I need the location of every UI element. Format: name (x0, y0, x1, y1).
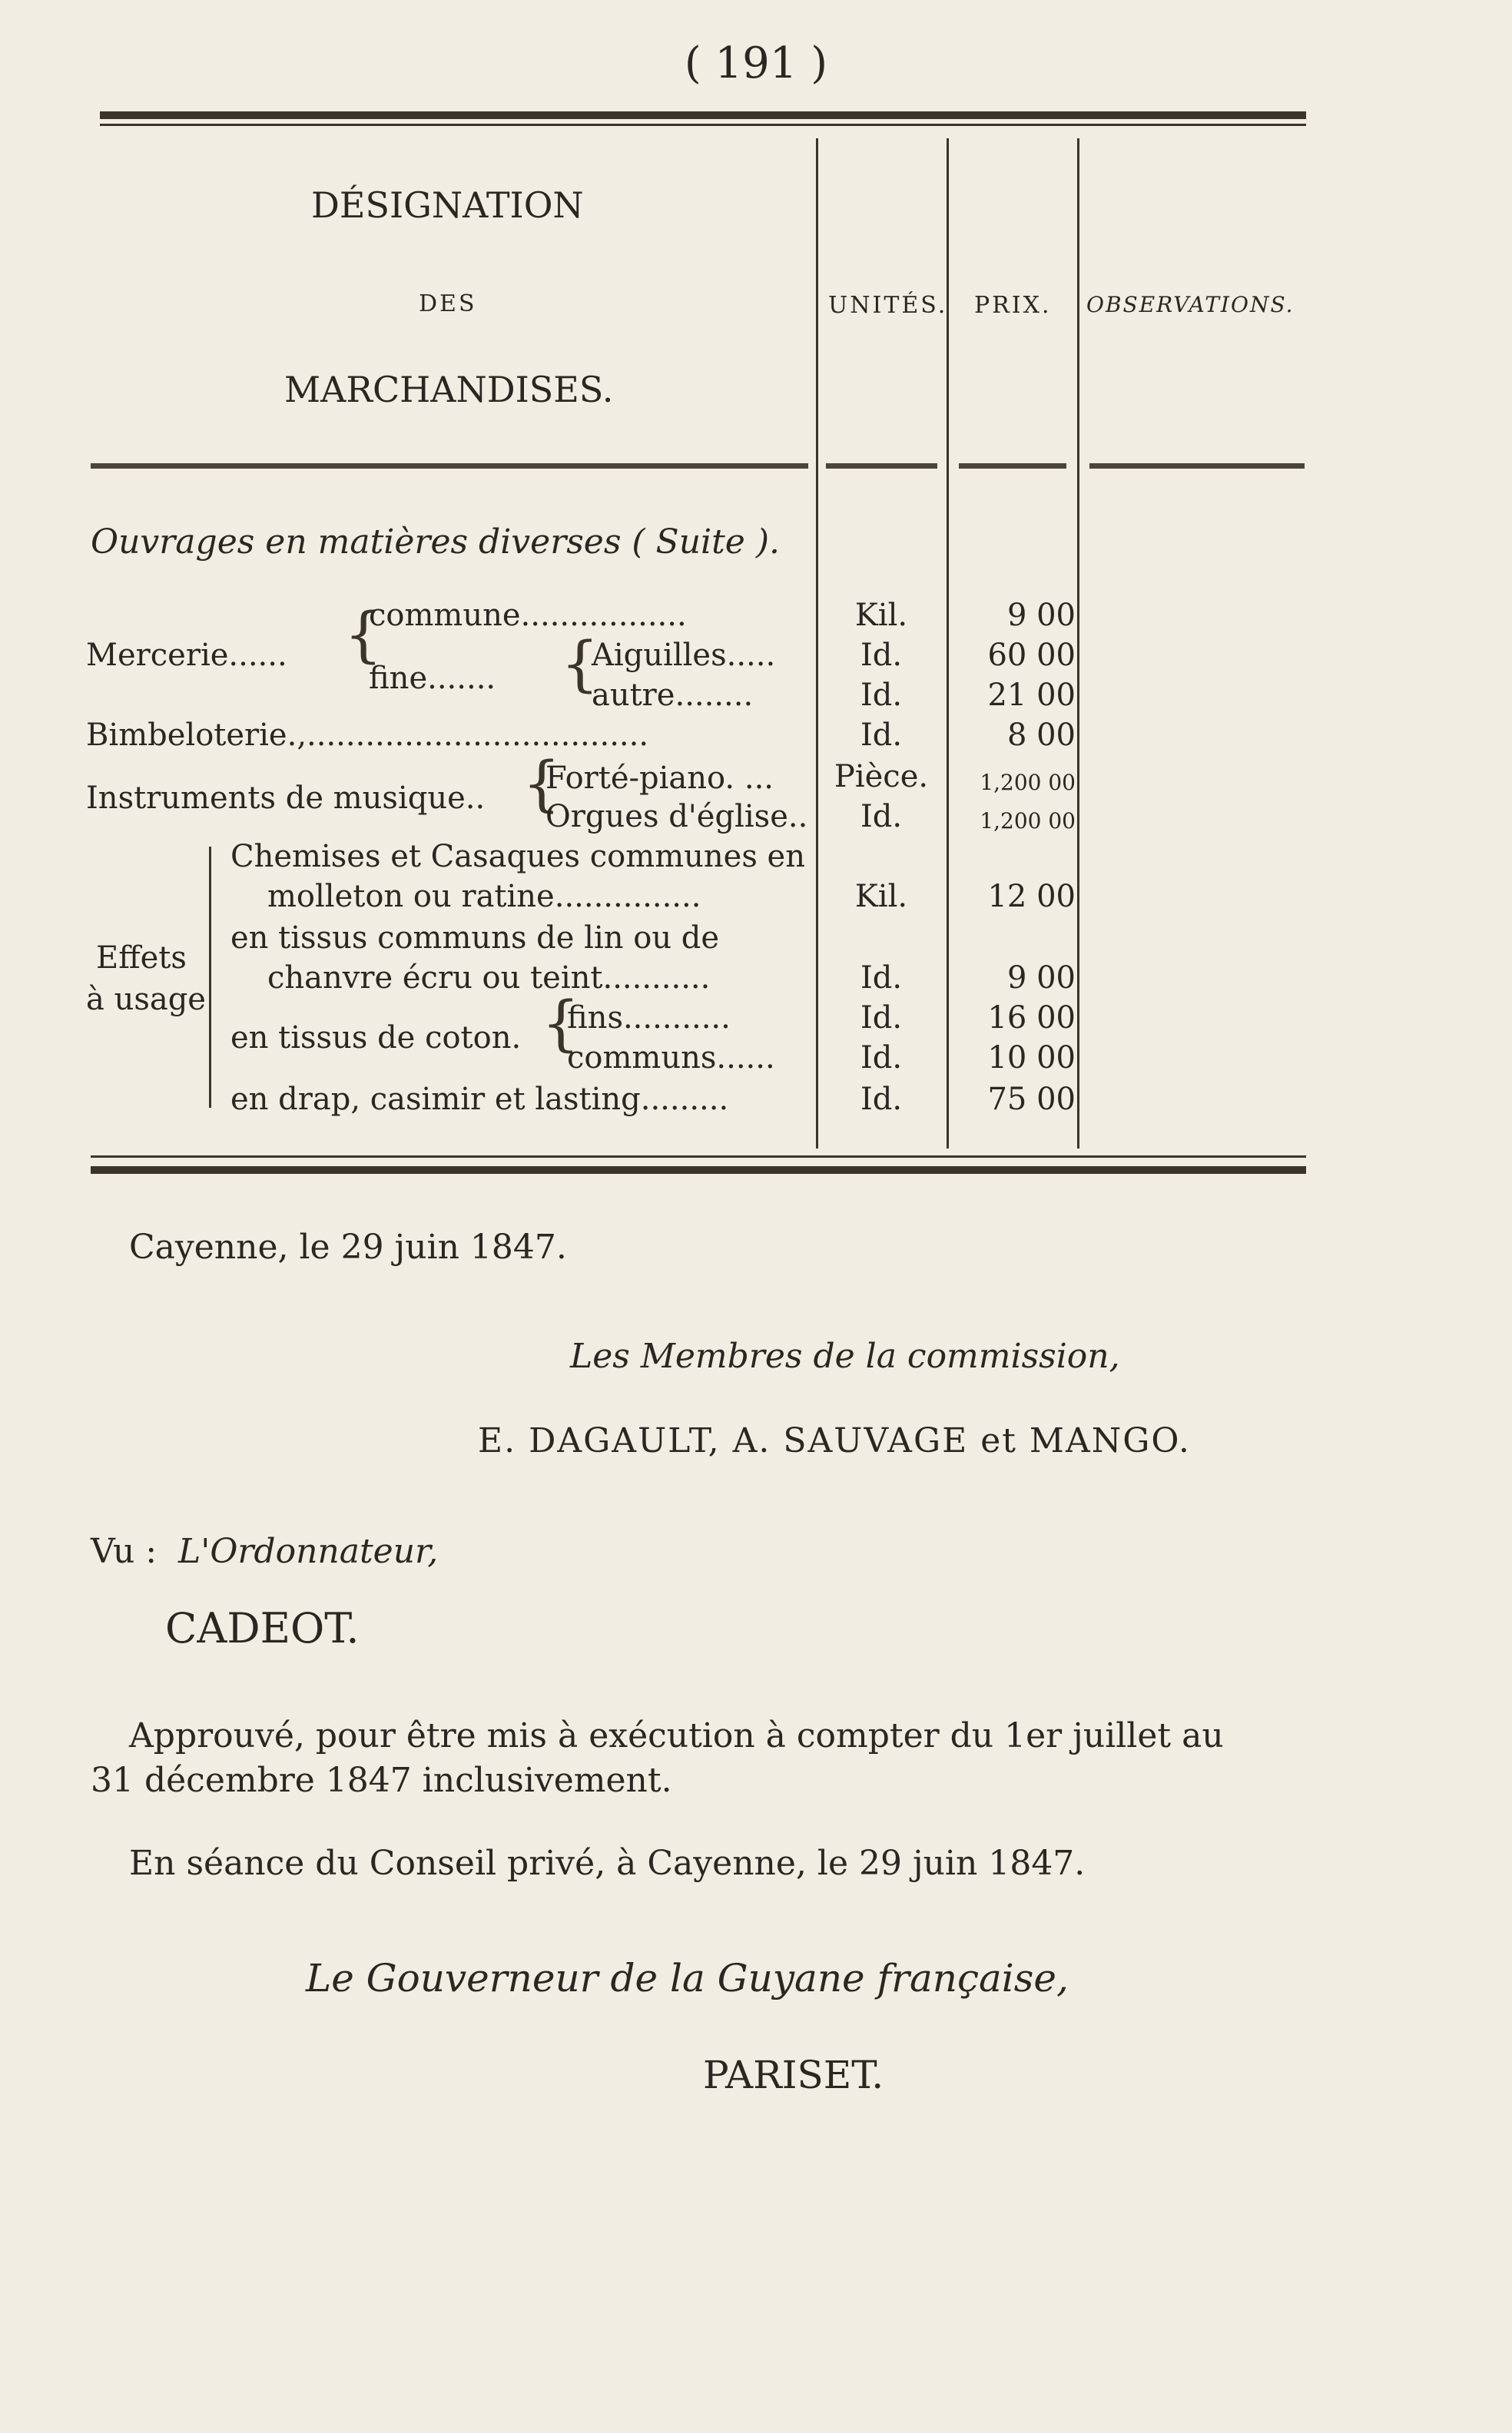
column-divider-observations (1077, 138, 1079, 1149)
page-number: ( 191 ) (684, 38, 828, 88)
unit-aiguilles: Id. (860, 638, 903, 673)
group-label-a-usage: à usage (86, 982, 206, 1017)
row-label-drap: en drap, casimir et lasting......... (230, 1082, 729, 1117)
section-title: Ouvrages en matières diverses ( Suite ). (91, 522, 780, 562)
row-label-forte-piano: Forté-piano. ... (545, 761, 774, 796)
row-label-molleton: molleton ou ratine............... (267, 879, 701, 914)
row-label-orgues: Orgues d'église.. (545, 799, 808, 834)
header-rule-designation (91, 463, 808, 469)
header-designation: DÉSIGNATION (311, 184, 584, 226)
price-fins: 16 00 (987, 1000, 1076, 1036)
table-top-rule (100, 111, 1306, 119)
price-molleton: 12 00 (987, 879, 1076, 914)
ordonnateur-caption: L'Ordonnateur, (178, 1532, 439, 1571)
row-label-communs: communs...... (567, 1040, 775, 1076)
price-drap: 75 00 (987, 1082, 1076, 1117)
members-names: E. DAGAULT, A. SAUVAGE et MANGO. (478, 1421, 1191, 1460)
header-rule-units (826, 463, 937, 469)
unit-molleton: Kil. (854, 879, 908, 914)
date-line: Cayenne, le 29 juin 1847. (129, 1228, 567, 1267)
header-rule-observations (1089, 463, 1305, 469)
row-label-commune: commune................. (369, 598, 687, 633)
group-label-tissus-coton: en tissus de coton. (230, 1020, 522, 1056)
price-communs: 10 00 (987, 1040, 1076, 1076)
header-rule-prix (959, 463, 1066, 469)
unit-autre: Id. (860, 678, 903, 713)
brace-instruments: { (522, 750, 561, 819)
table-bottom-rule-thin (91, 1155, 1306, 1158)
price-chanvre: 9 00 (1006, 960, 1076, 996)
unit-commune: Kil. (854, 598, 908, 633)
price-autre: 21 00 (987, 678, 1076, 713)
seance-line: En séance du Conseil privé, à Cayenne, le 29 juin 1847. (129, 1844, 1086, 1883)
group-label-fine: fine....... (369, 661, 496, 696)
cadeot-name: CADEOT. (165, 1604, 360, 1652)
price-orgues: 1,200 00 (980, 808, 1076, 834)
approuve-line-2: 31 décembre 1847 inclusivement. (91, 1761, 672, 1800)
unit-bimbeloterie: Id. (860, 718, 903, 753)
price-commune: 9 00 (1006, 598, 1076, 633)
brace-mercerie: { (344, 601, 383, 670)
brace-effets (209, 847, 211, 1108)
row-label-aiguilles: Aiguilles..... (592, 638, 776, 673)
brace-fine: { (561, 630, 599, 699)
table-top-rule-thin (100, 124, 1306, 126)
gouverneur-caption: Le Gouverneur de la Guyane française, (306, 1956, 1069, 2000)
vu-label: Vu : (91, 1532, 158, 1571)
price-forte-piano: 1,200 00 (980, 770, 1076, 795)
row-label-bimbeloterie: Bimbeloterie.,................................... (86, 718, 649, 753)
header-des: DES (419, 290, 477, 317)
members-caption: Les Membres de la commission, (570, 1337, 1120, 1376)
header-units: UNITÉS. (828, 292, 948, 319)
approuve-line-1: Approuvé, pour être mis à exécution à compter du 1er juillet au (129, 1716, 1224, 1755)
header-prix: PRIX. (974, 292, 1052, 319)
brace-coton: { (542, 989, 580, 1059)
row-label-fins: fins........... (567, 1000, 731, 1036)
row-label-autre: autre........ (592, 678, 754, 713)
group-label-mercerie: Mercerie...... (86, 638, 287, 673)
group-label-effets: Effets (96, 940, 187, 976)
unit-communs: Id. (860, 1040, 903, 1076)
price-bimbeloterie: 8 00 (1006, 718, 1076, 753)
unit-fins: Id. (860, 1000, 903, 1036)
unit-forte-piano: Pièce. (834, 759, 929, 794)
pariset-name: PARISET. (703, 2053, 884, 2097)
row-label-chanvre: chanvre écru ou teint........... (267, 960, 711, 996)
header-marchandises: MARCHANDISES. (284, 369, 614, 410)
group-label-instruments: Instruments de musique.. (86, 781, 486, 816)
price-aiguilles: 60 00 (987, 638, 1076, 673)
header-observations: OBSERVATIONS. (1086, 292, 1295, 317)
unit-chanvre: Id. (860, 960, 903, 996)
group-label-chemises: Chemises et Casaques communes en (230, 839, 805, 874)
unit-orgues: Id. (860, 799, 903, 834)
table-bottom-rule (91, 1166, 1306, 1174)
unit-drap: Id. (860, 1082, 903, 1117)
group-label-tissus-lin: en tissus communs de lin ou de (230, 920, 720, 956)
